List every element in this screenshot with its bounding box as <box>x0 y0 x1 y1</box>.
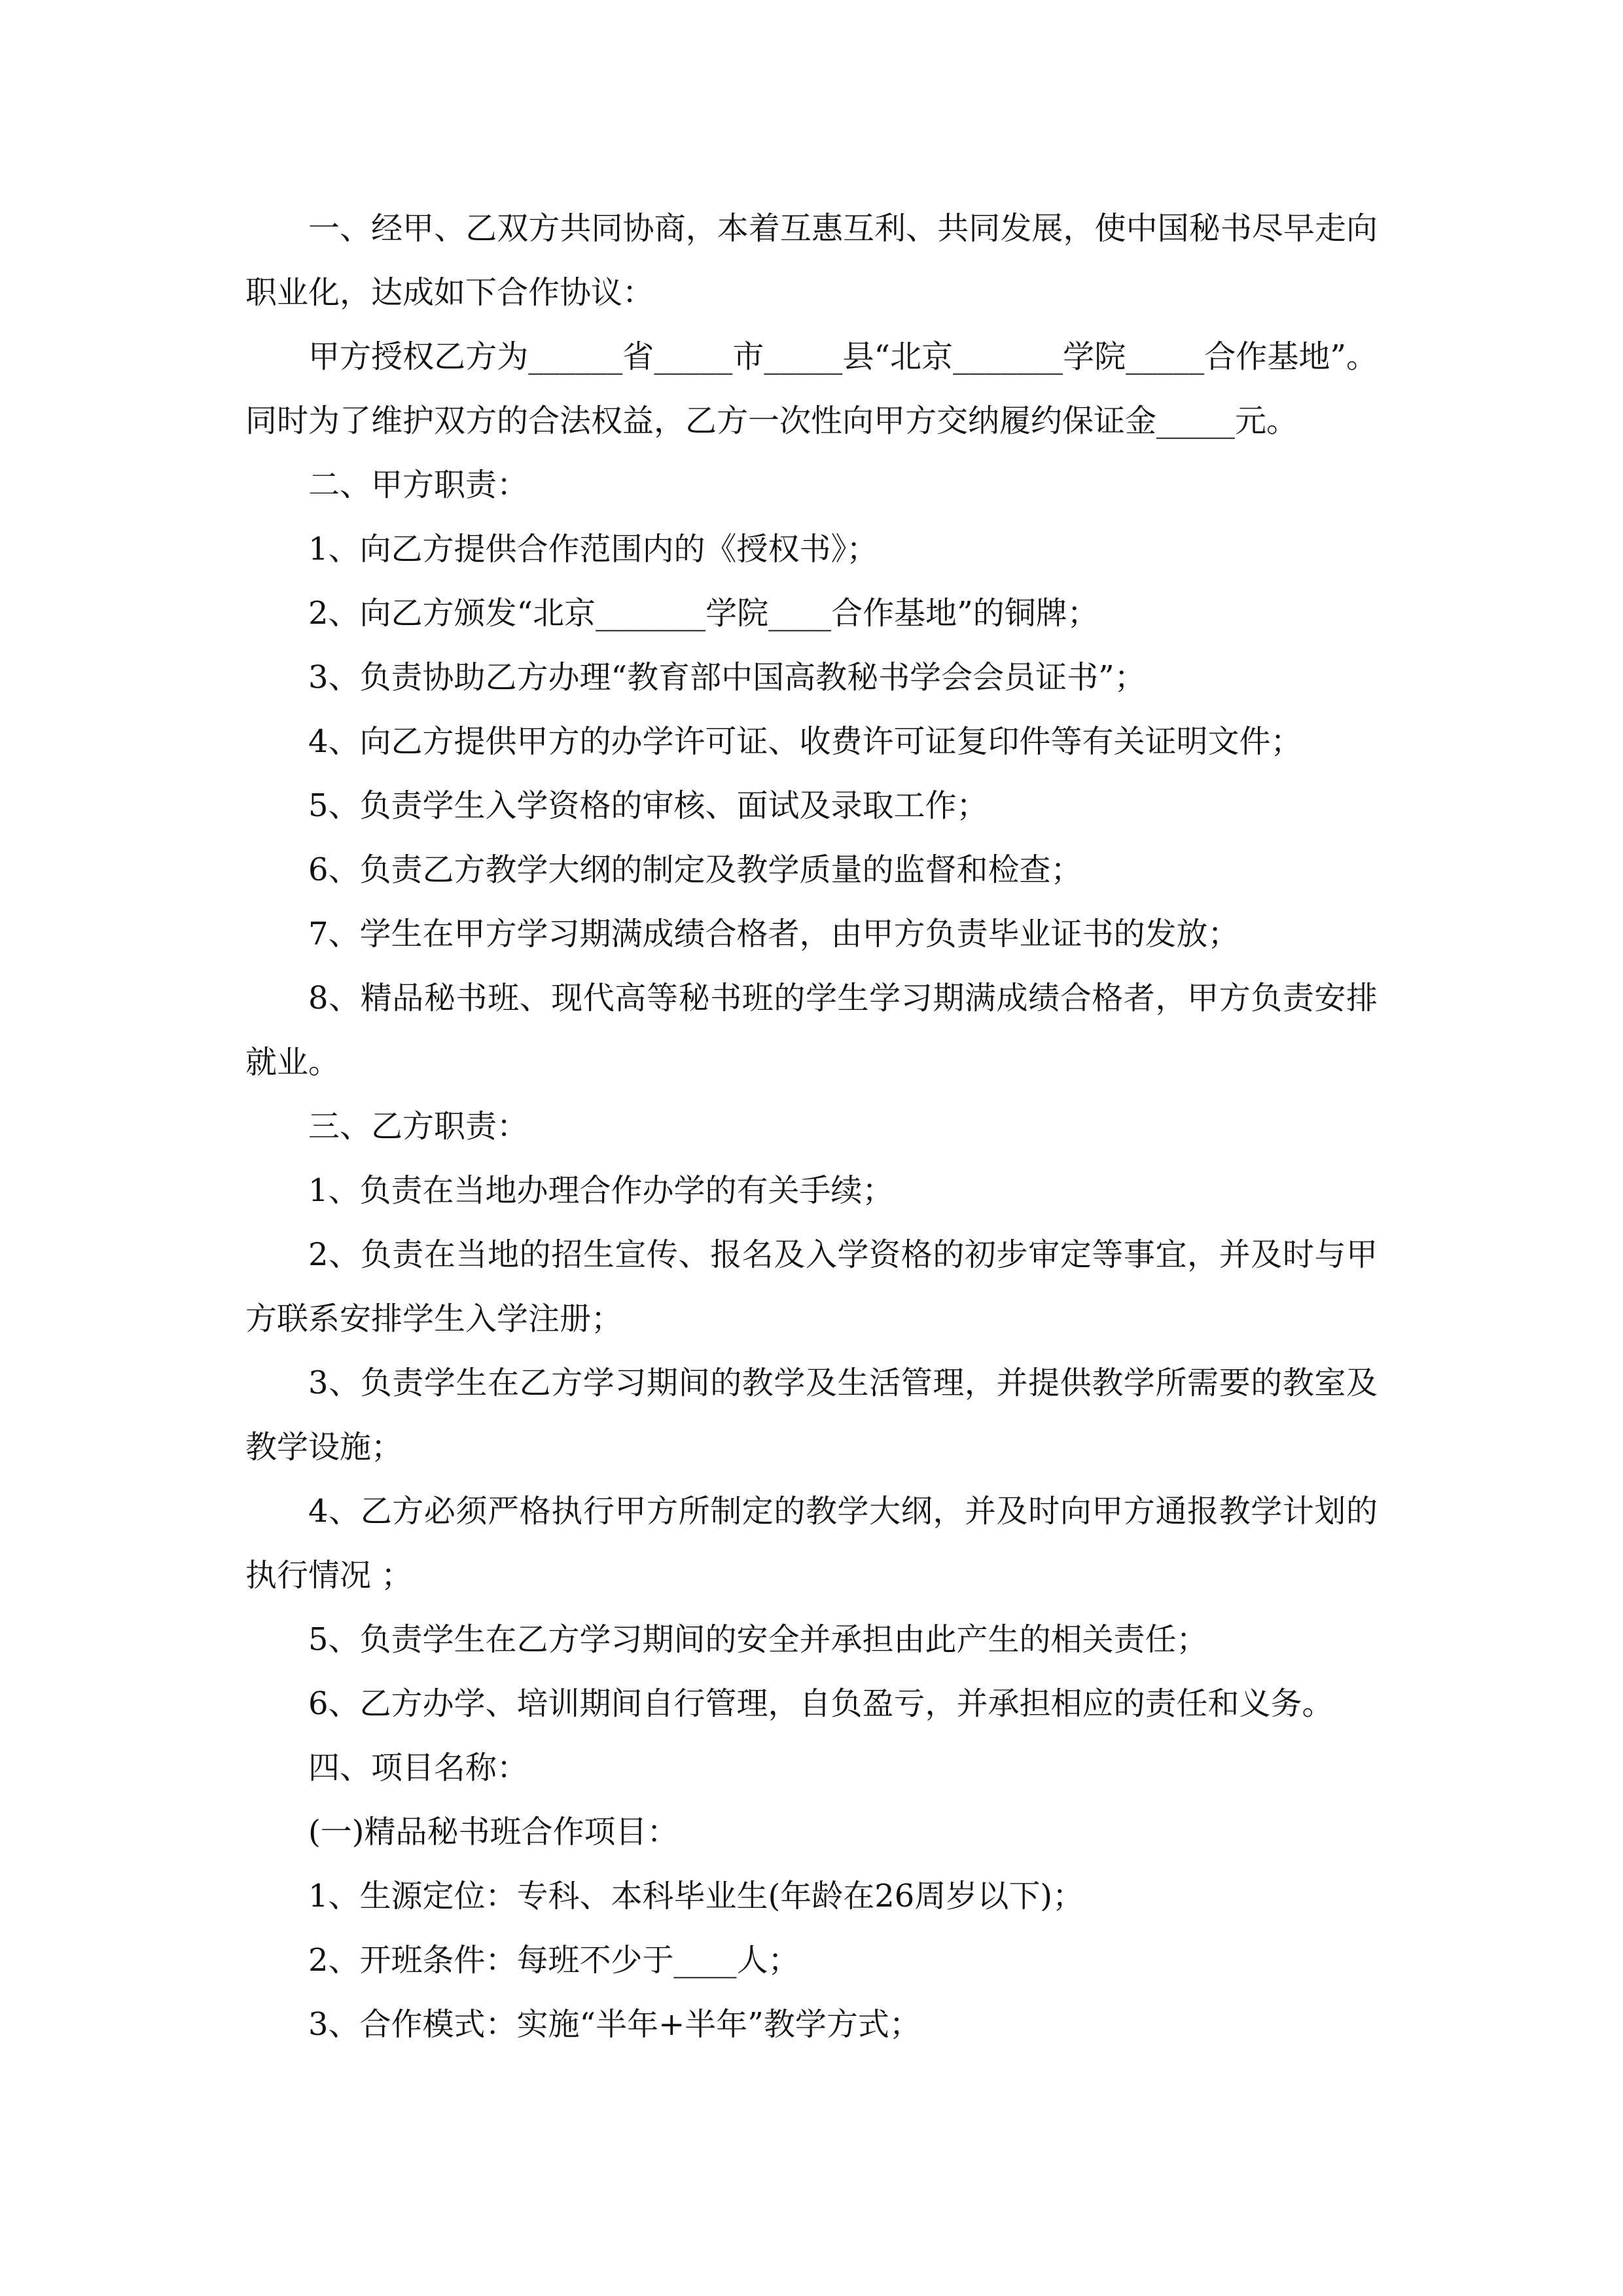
section-heading-party-a: 二、甲方职责： <box>308 467 529 503</box>
list-item: 5、负责学生在乙方学习期间的安全并承担由此产生的相关责任； <box>308 1621 1208 1658</box>
document-body <box>245 196 1378 2056</box>
list-item: 1、负责在当地办理合作办学的有关手续； <box>308 1172 894 1209</box>
list-item: 6、负责乙方教学大纲的制定及教学质量的监督和检查； <box>308 852 1082 888</box>
section-heading-project: 四、项目名称： <box>308 1749 529 1786</box>
list-item: 4、乙方必须严格执行甲方所制定的教学大纲，并及时向甲方通报教学计划的执行情况 ； <box>245 1493 1378 1594</box>
list-item: 2、向乙方颁发“北京_______学院____合作基地”的铜牌； <box>308 595 1099 632</box>
list-item: 2、开班条件：每班不少于____人； <box>308 1942 800 1979</box>
section-heading-party-b: 三、乙方职责： <box>308 1108 529 1145</box>
list-item: 3、合作模式：实施“半年+半年”教学方式； <box>308 2006 921 2043</box>
list-item: 8、精品秘书班、现代高等秘书班的学生学习期满成绩合格者，甲方负责安排就业。 <box>245 980 1378 1081</box>
list-item: 2、负责在当地的招生宣传、报名及入学资格的初步审定等事宜，并及时与甲方联系安排学生入学注册； <box>245 1236 1378 1337</box>
list-item: 1、向乙方提供合作范围内的《授权书》； <box>308 531 878 567</box>
list-item: 4、向乙方提供甲方的办学许可证、收费许可证复印件等有关证明文件； <box>308 723 1302 760</box>
list-item: 3、负责协助乙方办理“教育部中国高教秘书学会会员证书”； <box>308 659 1146 696</box>
list-item: 6、乙方办学、培训期间自行管理，自负盈亏，并承担相应的责任和义务。 <box>308 1685 1334 1722</box>
list-item: 3、负责学生在乙方学习期间的教学及生活管理，并提供教学所需要的教室及教学设施； <box>245 1365 1378 1465</box>
list-item: 5、负责学生入学资格的审核、面试及录取工作； <box>308 787 988 824</box>
paragraph-authorization: 甲方授权乙方为______省_____市_____县“北京_______学院_____合作基地”。同时为了维护双方的合法权益，乙方一次性向甲方交纳履约保证金_____元。 <box>245 338 1378 439</box>
list-item: 1、生源定位：专科、本科毕业生(年龄在26周岁以下)； <box>308 1878 1084 1914</box>
subsection-heading: (一)精品秘书班合作项目： <box>308 1814 679 1850</box>
list-item: 7、学生在甲方学习期满成绩合格者，由甲方负责毕业证书的发放； <box>308 916 1240 952</box>
paragraph-intro: 一、经甲、乙双方共同协商，本着互惠互利、共同发展，使中国秘书尽早走向职业化，达成如下合作协议： <box>245 210 1378 311</box>
